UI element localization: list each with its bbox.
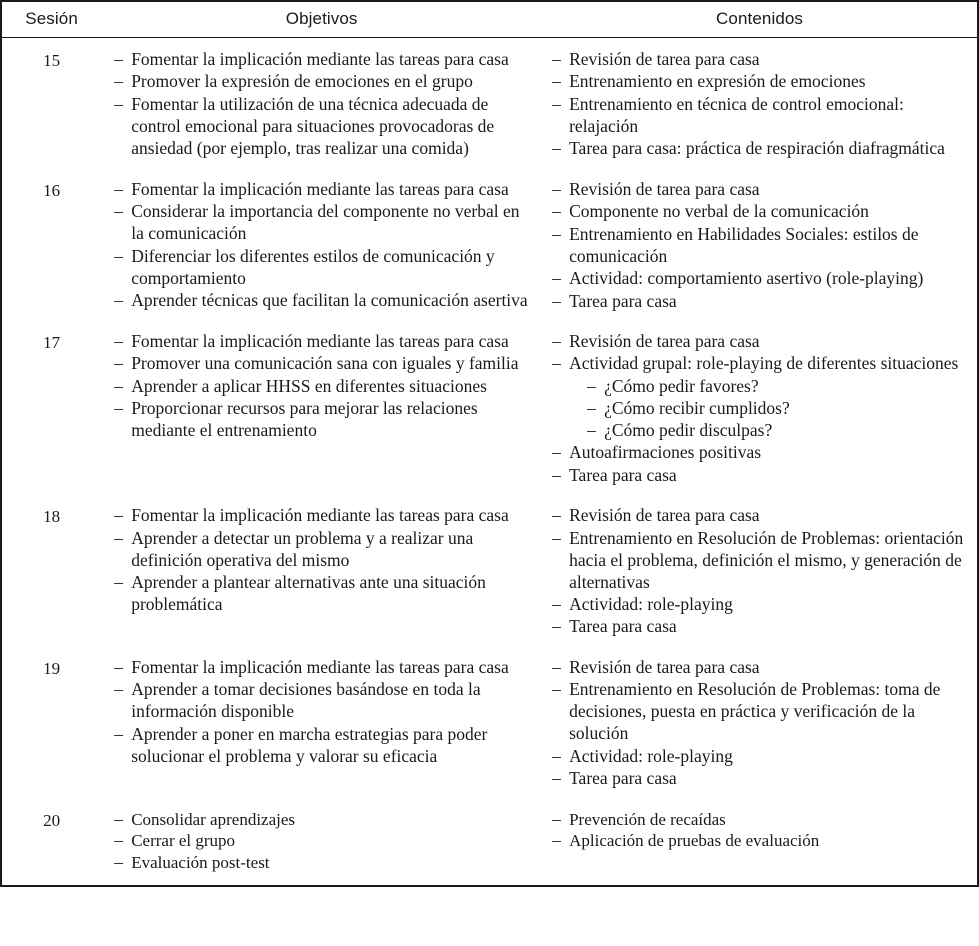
bullet-item [114, 71, 534, 93]
bullet-dash-icon: – [114, 201, 123, 222]
bullet-list [114, 657, 534, 768]
bullet-text: Actividad: comportamiento asertivo (role-playing) [569, 268, 924, 289]
bullet-item [552, 179, 967, 201]
bullet-dash-icon: – [552, 353, 561, 374]
table-row [1, 322, 978, 496]
bullet-dash-icon: – [114, 330, 123, 351]
bullet-dash-icon: – [114, 398, 123, 419]
bullet-item [114, 657, 534, 679]
session-number: 19 [43, 658, 61, 678]
bullet-text: Diferenciar los diferentes estilos de comunicación y comportamiento [131, 245, 495, 288]
column-header-objetivos: Objetivos [101, 1, 542, 38]
bullet-list [114, 179, 534, 312]
bullet-item [552, 224, 967, 268]
bullet-item [552, 594, 967, 616]
cell-contenidos [542, 496, 978, 648]
bullet-text: Revisión de tarea para casa [569, 49, 760, 69]
bullet-text: Entrenamiento en Habilidades Sociales: estilos de comunicación [569, 223, 919, 266]
bullet-dash-icon: – [114, 245, 123, 266]
bullet-list [552, 331, 967, 487]
bullet-item [552, 291, 967, 313]
bullet-item [552, 657, 967, 679]
bullet-text: Fomentar la utilización de una técnica adecuada de control emocional para situaciones provocadoras de ansiedad (por ejemplo, tras realizar una comida) [131, 93, 495, 158]
bullet-list [552, 809, 967, 852]
bullet-dash-icon: – [114, 93, 123, 114]
bullet-item [552, 809, 967, 830]
bullet-item [114, 528, 534, 572]
bullet-list [552, 505, 967, 638]
cell-sesion [1, 800, 101, 886]
bullet-dash-icon: – [114, 505, 123, 526]
bullet-item [114, 94, 534, 160]
bullet-text: Evaluación post-test [131, 853, 270, 873]
cell-contenidos [542, 800, 978, 886]
bullet-dash-icon: – [114, 852, 123, 873]
bullet-item [114, 201, 534, 245]
bullet-item [552, 505, 967, 527]
bullet-item [114, 852, 534, 873]
bullet-item [552, 528, 967, 594]
bullet-text: Tarea para casa [569, 616, 677, 637]
bullet-text: Aplicación de pruebas de evaluación [569, 831, 820, 851]
bullet-dash-icon: – [552, 745, 561, 766]
bullet-dash-icon: – [114, 375, 123, 396]
bullet-dash-icon: – [552, 527, 561, 548]
bullet-text: Fomentar la implicación mediante las tareas para casa [131, 330, 509, 351]
cell-objetivos [101, 322, 542, 496]
bullet-text: Revisión de tarea para casa [569, 505, 760, 526]
bullet-text: Fomentar la implicación mediante las tareas para casa [131, 505, 509, 526]
bullet-text: Actividad grupal: role-playing de diferentes situaciones [569, 353, 959, 374]
table-header [1, 1, 978, 38]
bullet-text: Prevención de recaídas [569, 809, 726, 829]
bullet-text: Autoafirmaciones positivas [569, 442, 762, 463]
bullet-text: Actividad: role-playing [569, 745, 733, 766]
bullet-text: Revisión de tarea para casa [569, 178, 760, 199]
table-row [1, 648, 978, 800]
session-number: 18 [43, 507, 61, 527]
bullet-dash-icon: – [587, 375, 596, 396]
bullet-dash-icon: – [587, 419, 596, 440]
bullet-text: Proporcionar recursos para mejorar las relaciones mediante el entrenamiento [131, 398, 478, 441]
bullet-text: ¿Cómo pedir favores? [604, 375, 759, 396]
bullet-dash-icon: – [552, 505, 561, 526]
bullet-text: Consolidar aprendizajes [131, 809, 296, 829]
bullet-text: Aprender a tomar decisiones basándose en toda la información disponible [131, 679, 481, 722]
bullet-dash-icon: – [114, 679, 123, 700]
bullet-dash-icon: – [552, 830, 561, 851]
cell-sesion [1, 170, 101, 322]
bullet-item [587, 420, 967, 442]
bullet-text: Entrenamiento en Resolución de Problemas: orientación hacia el problema, definición el mismo, y generación de alternativas [569, 527, 964, 592]
cell-contenidos [542, 648, 978, 800]
cell-objetivos [101, 38, 542, 170]
bullet-dash-icon: – [552, 93, 561, 114]
cell-sesion [1, 38, 101, 170]
bullet-text: Aprender a detectar un problema y a realizar una definición operativa del mismo [131, 527, 474, 570]
bullet-text: Considerar la importancia del componente no verbal en la comunicación [131, 201, 520, 244]
bullet-item [552, 746, 967, 768]
bullet-dash-icon: – [114, 572, 123, 593]
bullet-text: Actividad: role-playing [569, 593, 733, 614]
bullet-dash-icon: – [552, 768, 561, 789]
column-header-contenidos: Contenidos [542, 1, 978, 38]
bullet-text: Aprender a poner en marcha estrategias para poder solucionar el problema y valorar su eficacia [131, 723, 488, 766]
bullet-text: Promover una comunicación sana con iguales y familia [131, 353, 519, 374]
bullet-text: Tarea para casa: práctica de respiración diafragmática [569, 138, 945, 159]
sub-bullet-list [552, 376, 967, 442]
bullet-text: Fomentar la implicación mediante las tareas para casa [131, 49, 509, 69]
table-body [1, 38, 978, 887]
bullet-item [552, 679, 967, 745]
bullet-list [114, 505, 534, 616]
cell-objetivos [101, 648, 542, 800]
bullet-dash-icon: – [552, 593, 561, 614]
session-number: 16 [43, 180, 61, 200]
header-row [1, 1, 978, 38]
bullet-text: Revisión de tarea para casa [569, 656, 760, 677]
bullet-dash-icon: – [552, 223, 561, 244]
bullet-text: Tarea para casa [569, 464, 677, 485]
table-row [1, 800, 978, 886]
bullet-text: Tarea para casa [569, 768, 677, 789]
bullet-item [114, 353, 534, 375]
bullet-text: Fomentar la implicación mediante las tareas para casa [131, 178, 509, 199]
bullet-text: Entrenamiento en Resolución de Problemas: toma de decisiones, puesta en práctica y verificación de la solución [569, 679, 941, 744]
bullet-item [114, 809, 534, 830]
bullet-dash-icon: – [552, 656, 561, 677]
bullet-list [114, 331, 534, 442]
bullet-dash-icon: – [552, 616, 561, 637]
bullet-item [114, 49, 534, 71]
bullet-list [552, 657, 967, 790]
bullet-text: Aprender a aplicar HHSS en diferentes situaciones [131, 375, 487, 396]
bullet-item [552, 71, 967, 93]
bullet-text: Tarea para casa [569, 290, 677, 311]
bullet-list [114, 49, 534, 160]
session-number: 20 [43, 810, 61, 830]
cell-sesion [1, 648, 101, 800]
bullet-item [552, 138, 967, 160]
bullet-text: Cerrar el grupo [131, 831, 236, 851]
bullet-item [552, 353, 967, 375]
bullet-dash-icon: – [552, 442, 561, 463]
bullet-item [587, 376, 967, 398]
bullet-text: Fomentar la implicación mediante las tareas para casa [131, 656, 509, 677]
bullet-dash-icon: – [552, 49, 561, 69]
table-row [1, 38, 978, 170]
bullet-dash-icon: – [114, 527, 123, 548]
bullet-text: Entrenamiento en expresión de emociones [569, 71, 866, 92]
bullet-item [114, 290, 534, 312]
bullet-dash-icon: – [114, 808, 123, 829]
cell-contenidos [542, 170, 978, 322]
column-header-sesion: Sesión [1, 1, 101, 38]
bullet-text: Aprender técnicas que facilitan la comunicación asertiva [131, 290, 528, 311]
bullet-item [552, 268, 967, 290]
bullet-dash-icon: – [587, 397, 596, 418]
bullet-dash-icon: – [552, 679, 561, 700]
cell-contenidos [542, 38, 978, 170]
bullet-dash-icon: – [114, 49, 123, 69]
cell-objetivos [101, 496, 542, 648]
bullet-dash-icon: – [552, 138, 561, 159]
bullet-list [114, 809, 534, 874]
bullet-item [552, 616, 967, 638]
bullet-text: Revisión de tarea para casa [569, 330, 760, 351]
bullet-item [114, 724, 534, 768]
bullet-dash-icon: – [114, 830, 123, 851]
cell-contenidos [542, 322, 978, 496]
bullet-dash-icon: – [114, 71, 123, 92]
bullet-dash-icon: – [114, 178, 123, 199]
bullet-text: Promover la expresión de emociones en el grupo [131, 71, 473, 92]
bullet-item [552, 830, 967, 851]
bullet-item [552, 768, 967, 790]
bullet-list [552, 49, 967, 160]
bullet-dash-icon: – [552, 71, 561, 92]
cell-objetivos [101, 170, 542, 322]
bullet-dash-icon: – [114, 353, 123, 374]
bullet-text: ¿Cómo pedir disculpas? [604, 419, 773, 440]
table-row [1, 496, 978, 648]
bullet-dash-icon: – [114, 290, 123, 311]
bullet-item [114, 179, 534, 201]
table-row [1, 170, 978, 322]
bullet-item [114, 505, 534, 527]
bullet-item [552, 94, 967, 138]
bullet-list [552, 179, 967, 313]
cell-sesion [1, 496, 101, 648]
bullet-dash-icon: – [552, 178, 561, 199]
bullet-item [114, 376, 534, 398]
bullet-item [552, 465, 967, 487]
bullet-dash-icon: – [552, 201, 561, 222]
bullet-dash-icon: – [552, 330, 561, 351]
bullet-item [114, 398, 534, 442]
bullet-item [114, 830, 534, 851]
bullet-text: Entrenamiento en técnica de control emocional: relajación [569, 93, 904, 136]
bullet-dash-icon: – [552, 290, 561, 311]
bullet-dash-icon: – [114, 723, 123, 744]
bullet-dash-icon: – [114, 656, 123, 677]
sub-bullet-wrapper [552, 376, 967, 442]
bullet-item [552, 49, 967, 71]
bullet-item [552, 442, 967, 464]
session-number: 17 [43, 332, 61, 352]
bullet-text: ¿Cómo recibir cumplidos? [604, 397, 790, 418]
bullet-item [587, 398, 967, 420]
bullet-text: Aprender a plantear alternativas ante una situación problemática [131, 572, 486, 614]
bullet-item [114, 679, 534, 723]
bullet-dash-icon: – [552, 268, 561, 289]
bullet-item [552, 201, 967, 223]
cell-sesion [1, 322, 101, 496]
session-number: 15 [43, 51, 61, 70]
bullet-dash-icon: – [552, 808, 561, 829]
bullet-item [552, 331, 967, 353]
bullet-item [114, 572, 534, 616]
cell-objetivos [101, 800, 542, 886]
bullet-dash-icon: – [552, 464, 561, 485]
bullet-item [114, 246, 534, 290]
bullet-item [114, 331, 534, 353]
bullet-text: Componente no verbal de la comunicación [569, 201, 869, 222]
